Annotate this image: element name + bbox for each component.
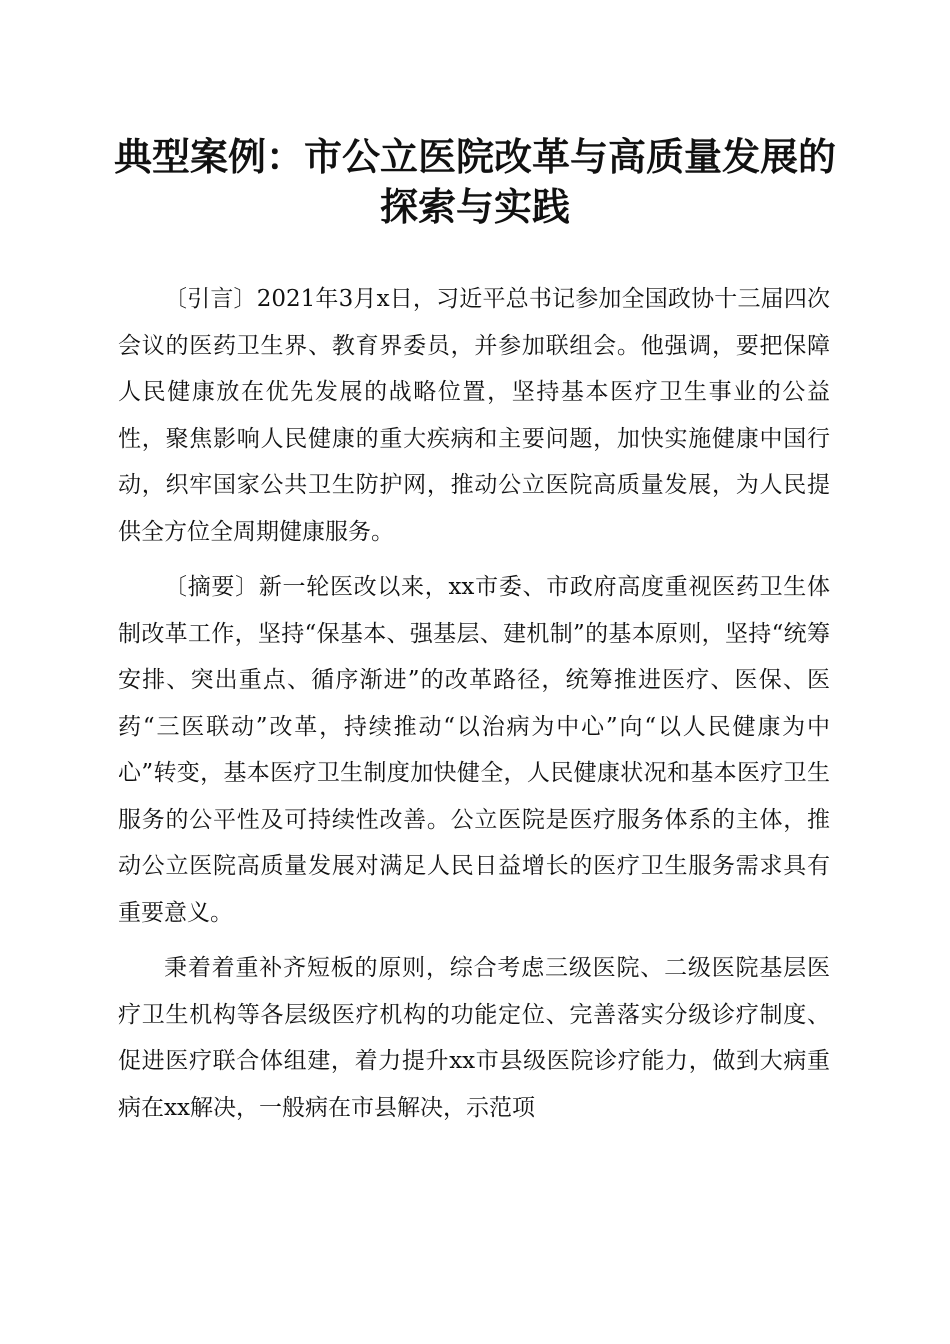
document-title: 典型案例：市公立医院改革与高质量发展的探索与实践 <box>113 134 836 229</box>
document-body <box>118 276 830 1131</box>
paragraph-abstract: 〔摘要〕新一轮医改以来，xx市委、市政府高度重视医药卫生体制改革工作，坚持“保基本、强基层、建机制”的基本原则，坚持“统筹安排、突出重点、循序渐进”的改革路径，统筹推进医疗、医保、医药“三医联动”改革，持续推动“以治病为中心”向“以人民健康为中心”转变，基本医疗卫生制度加快健全，人民健康状况和基本医疗卫生服务的公平性及可持续性改善。公立医院是医疗服务体系的主体，推动公立医院高质量发展对满足人民日益增长的医疗卫生服务需求具有重要意义。 <box>118 574 830 926</box>
paragraph-introduction: 〔引言〕2021年3月x日，习近平总书记参加全国政协十三届四次会议的医药卫生界、教育界委员，并参加联组会。他强调，要把保障人民健康放在优先发展的战略位置，坚持基本医疗卫生事业的公益性，聚焦影响人民健康的重大疾病和主要问题，加快实施健康中国行动，织牢国家公共卫生防护网，推动公立医院高质量发展，为人民提供全方位全周期健康服务。 <box>118 286 830 545</box>
paragraph-principles: 秉着着重补齐短板的原则，综合考虑三级医院、二级医院基层医疗卫生机构等各层级医疗机构的功能定位、完善落实分级诊疗制度、促进医疗联合体组建，着力提升xx市县级医院诊疗能力，做到大病重病在xx解决，一般病在市县解决，示范项 <box>118 955 830 1121</box>
